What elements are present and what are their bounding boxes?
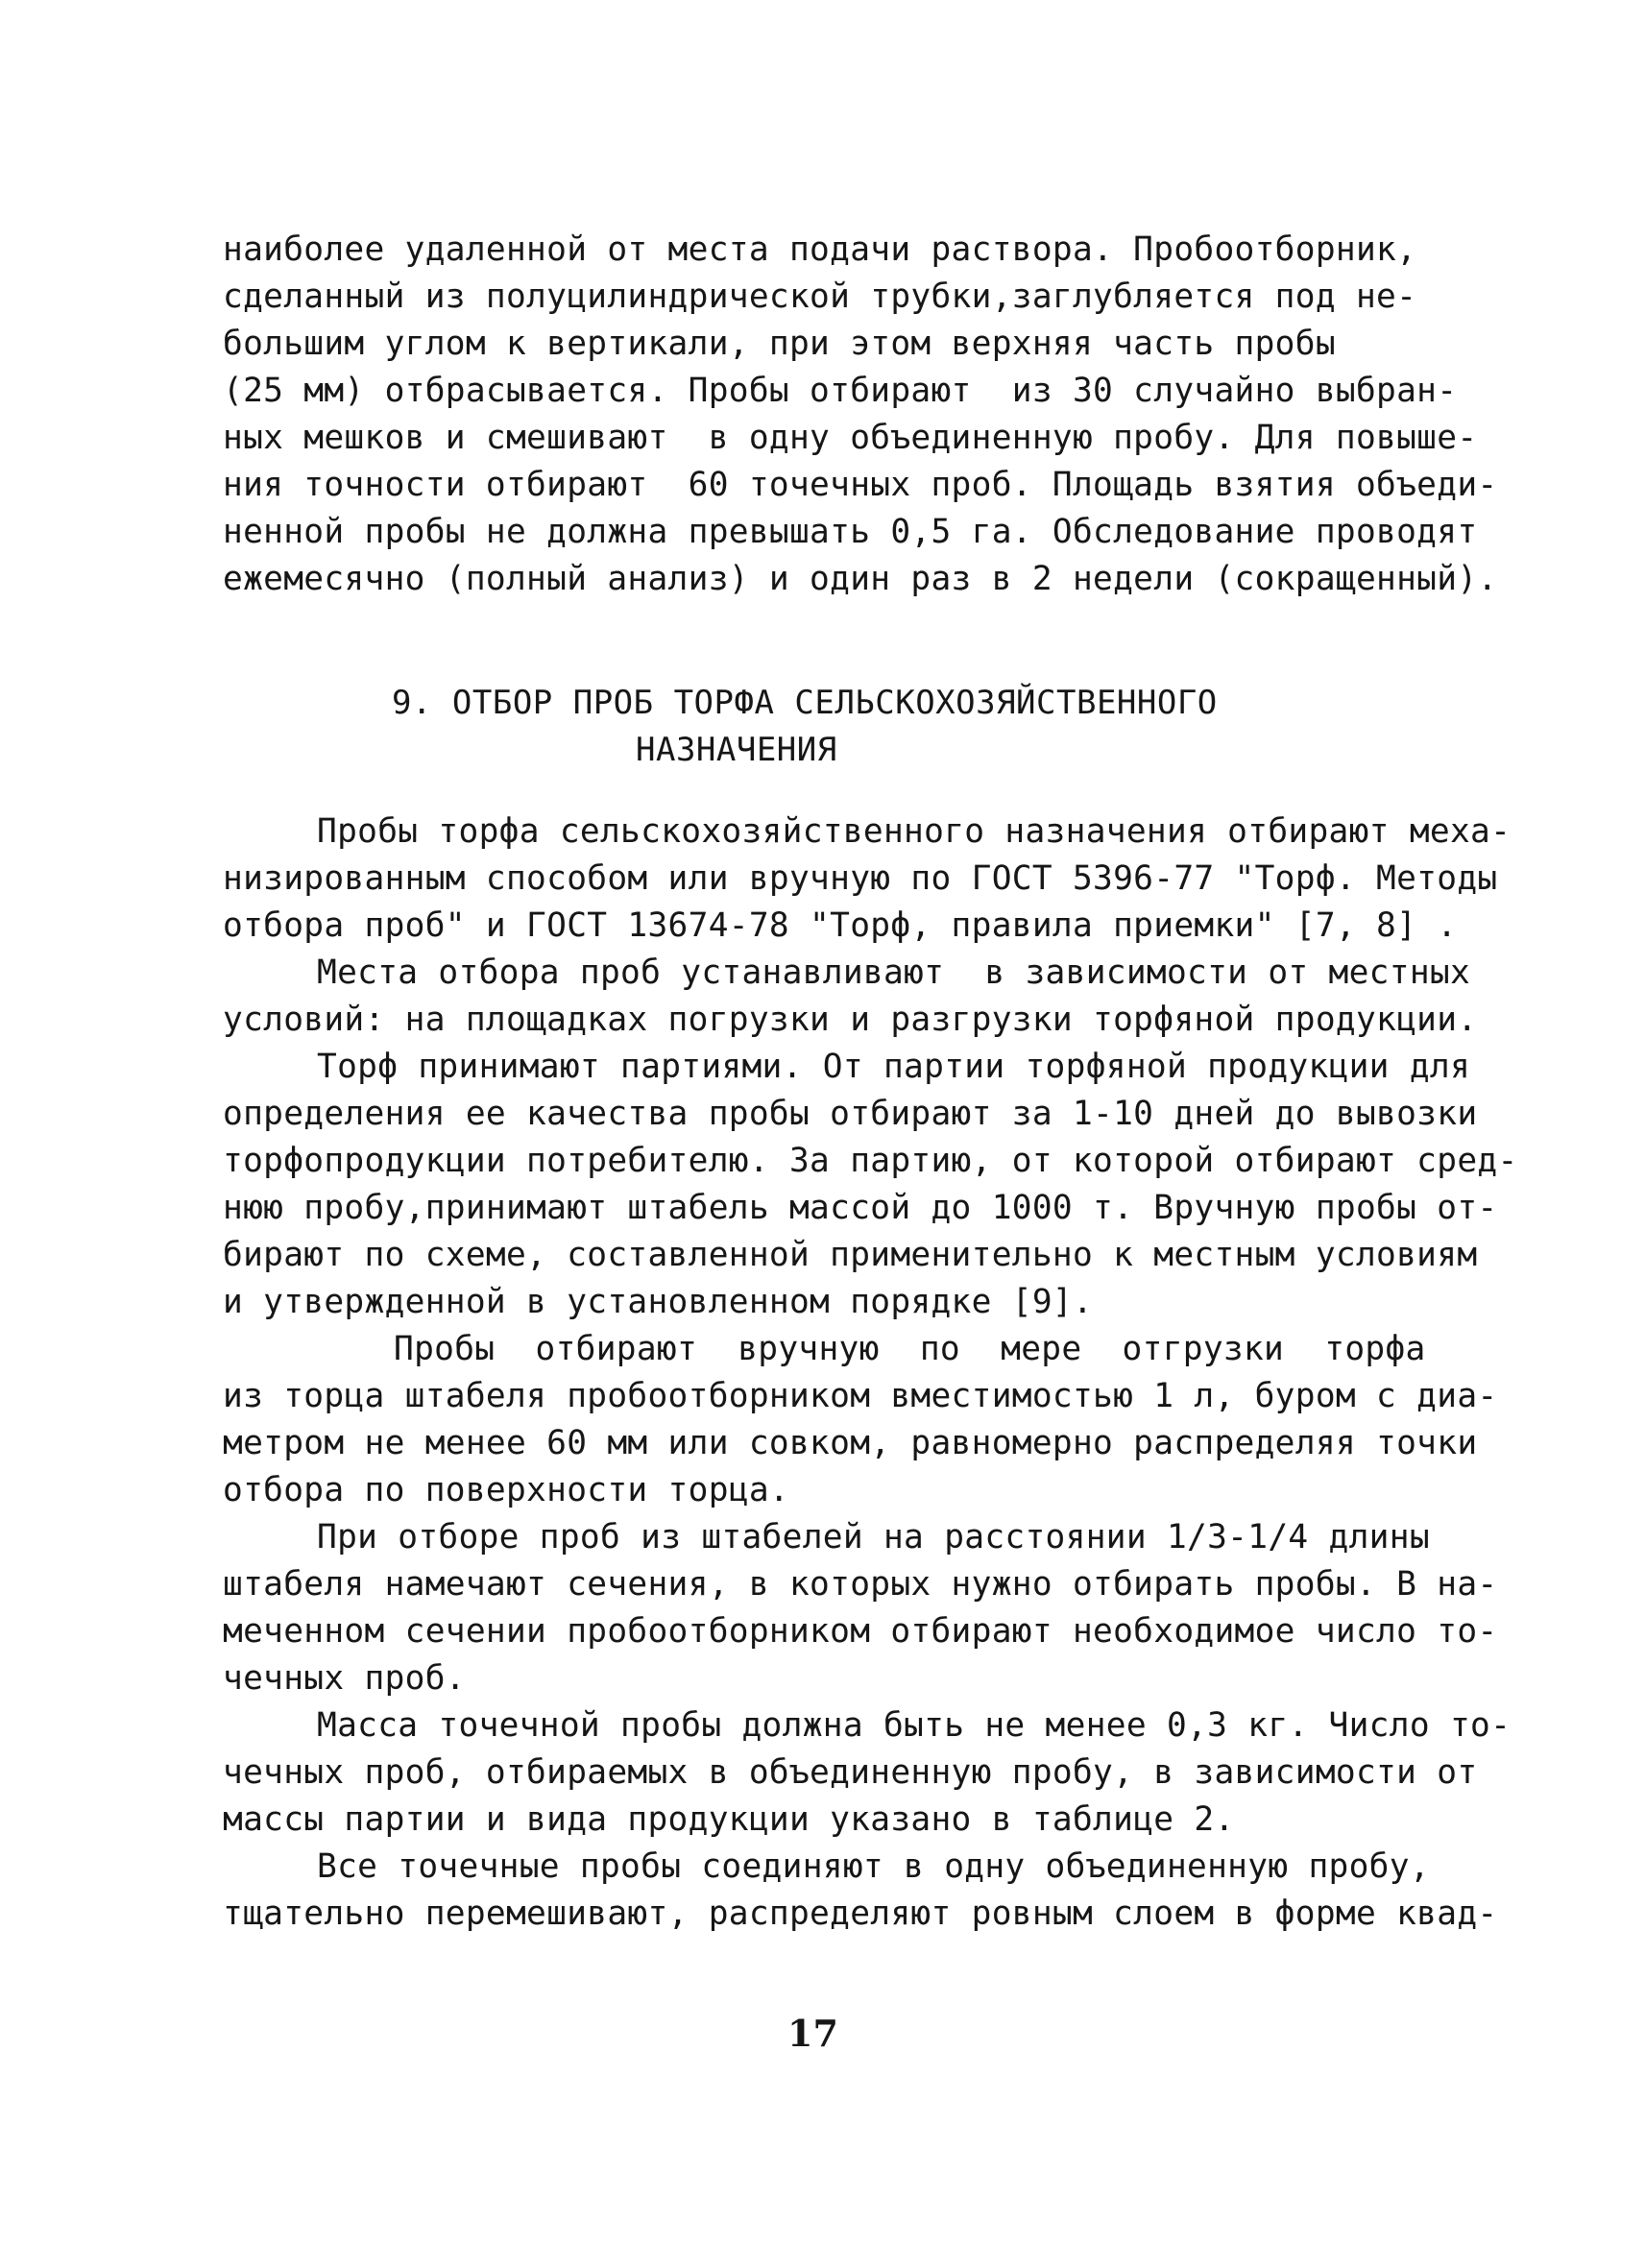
text-line: бирают по схеме, составленной применительно к местным условиям <box>223 1236 1478 1274</box>
text-line: штабеля намечают сечения, в которых нужно отбирать пробы. В на- <box>223 1565 1498 1604</box>
text-line: торфопродукции потребителю. За партию, от которой отбирают сред- <box>223 1142 1518 1180</box>
text-line: определения ее качества пробы отбирают за 1-10 дней до вывозки <box>223 1095 1478 1133</box>
page-number: 17 <box>787 2012 838 2055</box>
text-line: ния точности отбирают 60 точечных проб. Площадь взятия объеди- <box>223 466 1498 504</box>
text-line: ненной пробы не должна превышать 0,5 га. Обследование проводят <box>223 513 1478 551</box>
text-line: массы партии и вида продукции указано в таблице 2. <box>223 1800 1235 1839</box>
text-line: ежемесячно (полный анализ) и один раз в 2 недели (сокращенный). <box>223 560 1498 598</box>
text-line: ных мешков и смешивают в одну объединенную пробу. Для повыше- <box>223 419 1478 457</box>
text-line: низированным способом или вручную по ГОСТ 5396-77 "Торф. Методы <box>223 859 1498 898</box>
text-line: большим углом к вертикали, при этом верхняя часть пробы <box>223 325 1336 363</box>
text-line: наиболее удаленной от места подачи раствора. Пробоотборник, <box>223 230 1417 269</box>
text-line: условий: на площадках погрузки и разгрузки торфяной продукции. <box>223 1001 1478 1039</box>
text-line: чечных проб. <box>223 1659 466 1698</box>
paragraph-first-line: При отборе проб из штабелей на расстоянии 1/3-1/4 длины <box>317 1518 1430 1556</box>
text-line: и утвержденной в установленном порядке [9]. <box>223 1283 1094 1321</box>
section-heading-line-1: 9. ОТБОР ПРОБ ТОРФА СЕЛЬСКОХОЗЯЙСТВЕННОГО <box>392 684 1218 722</box>
paragraph-first-line: Торф принимают партиями. От партии торфяной продукции для <box>317 1048 1471 1086</box>
text-line: меченном сечении пробоотборником отбирают необходимое число то- <box>223 1612 1498 1651</box>
text-line: отбора проб" и ГОСТ 13674-78 "Торф, правила приемки" [7, 8] . <box>223 906 1458 945</box>
text-line: нюю пробу,принимают штабель массой до 1000 т. Вручную пробы от- <box>223 1189 1498 1227</box>
text-line: из торца штабеля пробоотборником вместимостью 1 л, буром с диа- <box>223 1377 1498 1415</box>
text-line: чечных проб, отбираемых в объединенную пробу, в зависимости от <box>223 1753 1478 1792</box>
paragraph-first-line: Пробы отбирают вручную по мере отгрузки торфа <box>394 1330 1426 1368</box>
paragraph-first-line: Места отбора проб устанавливают в зависимости от местных <box>317 953 1471 992</box>
text-line: сделанный из полуцилиндрической трубки,заглубляется под не- <box>223 277 1417 316</box>
text-line: тщательно перемешивают, распределяют ровным слоем в форме квад- <box>223 1894 1498 1933</box>
section-heading-line-2: НАЗНАЧЕНИЯ <box>636 731 837 769</box>
text-line: отбора по поверхности торца. <box>223 1471 789 1509</box>
text-line: метром не менее 60 мм или совком, равномерно распределяя точки <box>223 1424 1478 1462</box>
paragraph-first-line: Масса точечной пробы должна быть не менее 0,3 кг. Число то- <box>317 1706 1512 1745</box>
paragraph-first-line: Пробы торфа сельскохозяйственного назначения отбирают меха- <box>317 812 1512 851</box>
text-line: (25 мм) отбрасывается. Пробы отбирают из 30 случайно выбран- <box>223 372 1458 410</box>
paragraph-first-line: Все точечные пробы соединяют в одну объединенную пробу, <box>317 1847 1430 1886</box>
